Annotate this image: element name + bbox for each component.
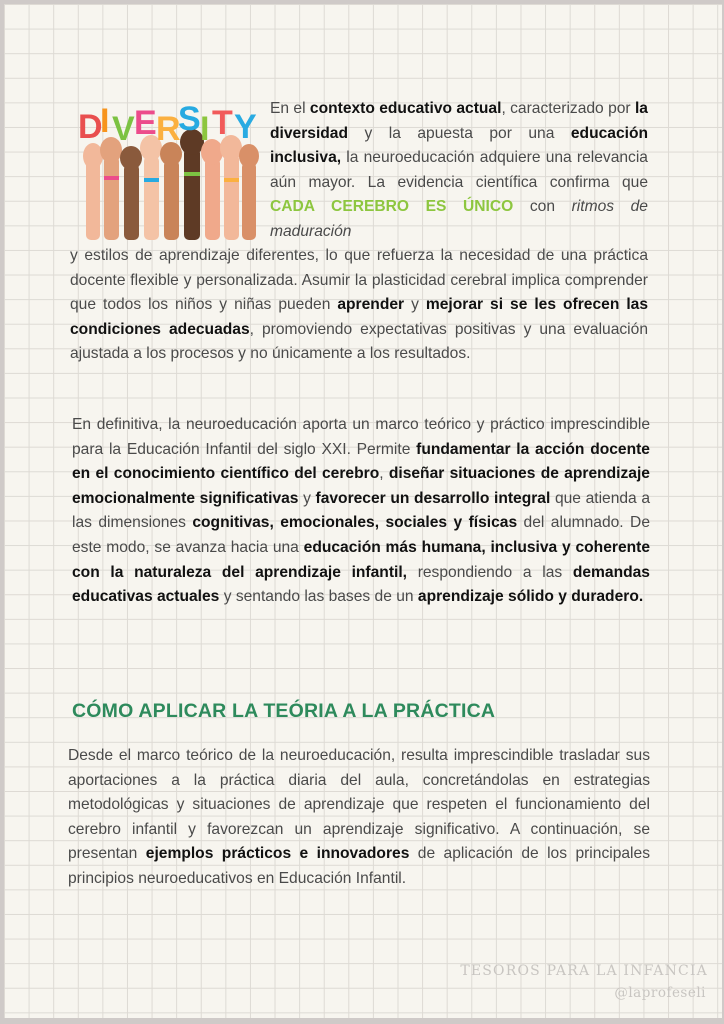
text: de aplicación de los principales principios neuroeducativos en Educación Infantil. (68, 845, 650, 887)
text: y (404, 296, 426, 314)
italic-text: ritmos de maduración (270, 198, 648, 240)
svg-text:R: R (156, 110, 181, 148)
bold-text: mejorar si se les ofrecen las condiciones adecuadas (70, 296, 648, 338)
text: , caracterizado por (501, 100, 635, 117)
bold-text: favorecer un desarrollo integral (315, 489, 551, 507)
text: y estilos de aprendizaje diferentes, lo que refuerza la necesidad de una práctica docente flexible y personalizada. Asumir la plasticidad cerebral implica comprender que todos los niños y niñas pueden (70, 247, 648, 314)
svg-text:S: S (178, 100, 201, 138)
bold-text: educación más humana, inclusiva y coherente con la naturaleza del aprendizaje infantil, (72, 538, 651, 581)
svg-text:V: V (112, 110, 135, 148)
bold-text: contexto educativo actual (309, 100, 502, 117)
text: respondiendo a las (407, 563, 573, 581)
bold-text: diseñar situaciones de aprendizaje emocionalmente significativas (72, 465, 650, 507)
footer-handle: @laprofeseli (614, 985, 706, 1001)
bold-text: aprendizaje sólido y duradero. (417, 588, 644, 606)
bold-text: ejemplos prácticos e innovadores (145, 845, 410, 863)
text: del alumnado. De este modo, se avanza hacia una (72, 514, 650, 556)
text: que atienda a las dimensiones (72, 489, 651, 532)
intro-paragraph-wrap (270, 97, 648, 245)
text: , (379, 465, 389, 483)
highlight-text: CADA CEREBRO ES ÚNICO (270, 198, 514, 216)
text: y la apuesta por una (348, 124, 571, 142)
bold-text: cognitivas, emocionales, sociales y físicas (192, 514, 518, 532)
bold-text: la diversidad (270, 100, 648, 142)
svg-text:I: I (200, 110, 210, 148)
intro-paragraph-continued (70, 244, 648, 367)
text: En el (270, 100, 310, 117)
svg-text:E: E (134, 104, 157, 142)
bold-text: aprender (337, 296, 405, 314)
svg-text:I: I (100, 102, 110, 140)
conclusion-paragraph (72, 413, 650, 610)
practice-paragraph (68, 744, 650, 892)
text: y (298, 489, 316, 507)
bold-text: fundamentar la acción docente en el conocimiento científico del cerebro (72, 440, 650, 483)
section-heading: CÓMO APLICAR LA TEÓRIA A LA PRÁCTICA (72, 700, 496, 722)
text: y sentando las bases de un (219, 588, 418, 606)
svg-text:T: T (212, 104, 233, 142)
text: Desde el marco teórico de la neuroeducación, resulta imprescindible trasladar sus aportaciones a la práctica diaria del aula, concretándolas en estrategias metodológicas y situaciones de aprendizaje que respeten el funcionamiento del cerebro infantil y favorezcan un aprendizaje significativo. A continuación, se presentan (68, 747, 650, 863)
text: con (513, 198, 572, 216)
svg-text:Y: Y (234, 108, 257, 146)
text: En definitiva, la neuroeducación aporta un marco teórico y práctico imprescindible para la Educación Infantil del siglo XXI. Permite (72, 416, 650, 458)
footer-brand: TESOROS PARA LA INFANCIA (460, 963, 708, 979)
svg-text:D: D (78, 108, 103, 146)
bold-text: demandas educativas actuales (72, 563, 650, 606)
diversity-hands-illustration (74, 98, 262, 240)
text: , promoviendo expectativas positivas y una evaluación ajustada a los procesos y no únicamente a los resultados. (70, 320, 648, 363)
document-page (4, 4, 722, 1018)
bold-text: educación inclusiva, (270, 124, 648, 167)
text: la neuroeducación adquiere una relevancia aún mayor. La evidencia científica confirma que (270, 149, 648, 191)
